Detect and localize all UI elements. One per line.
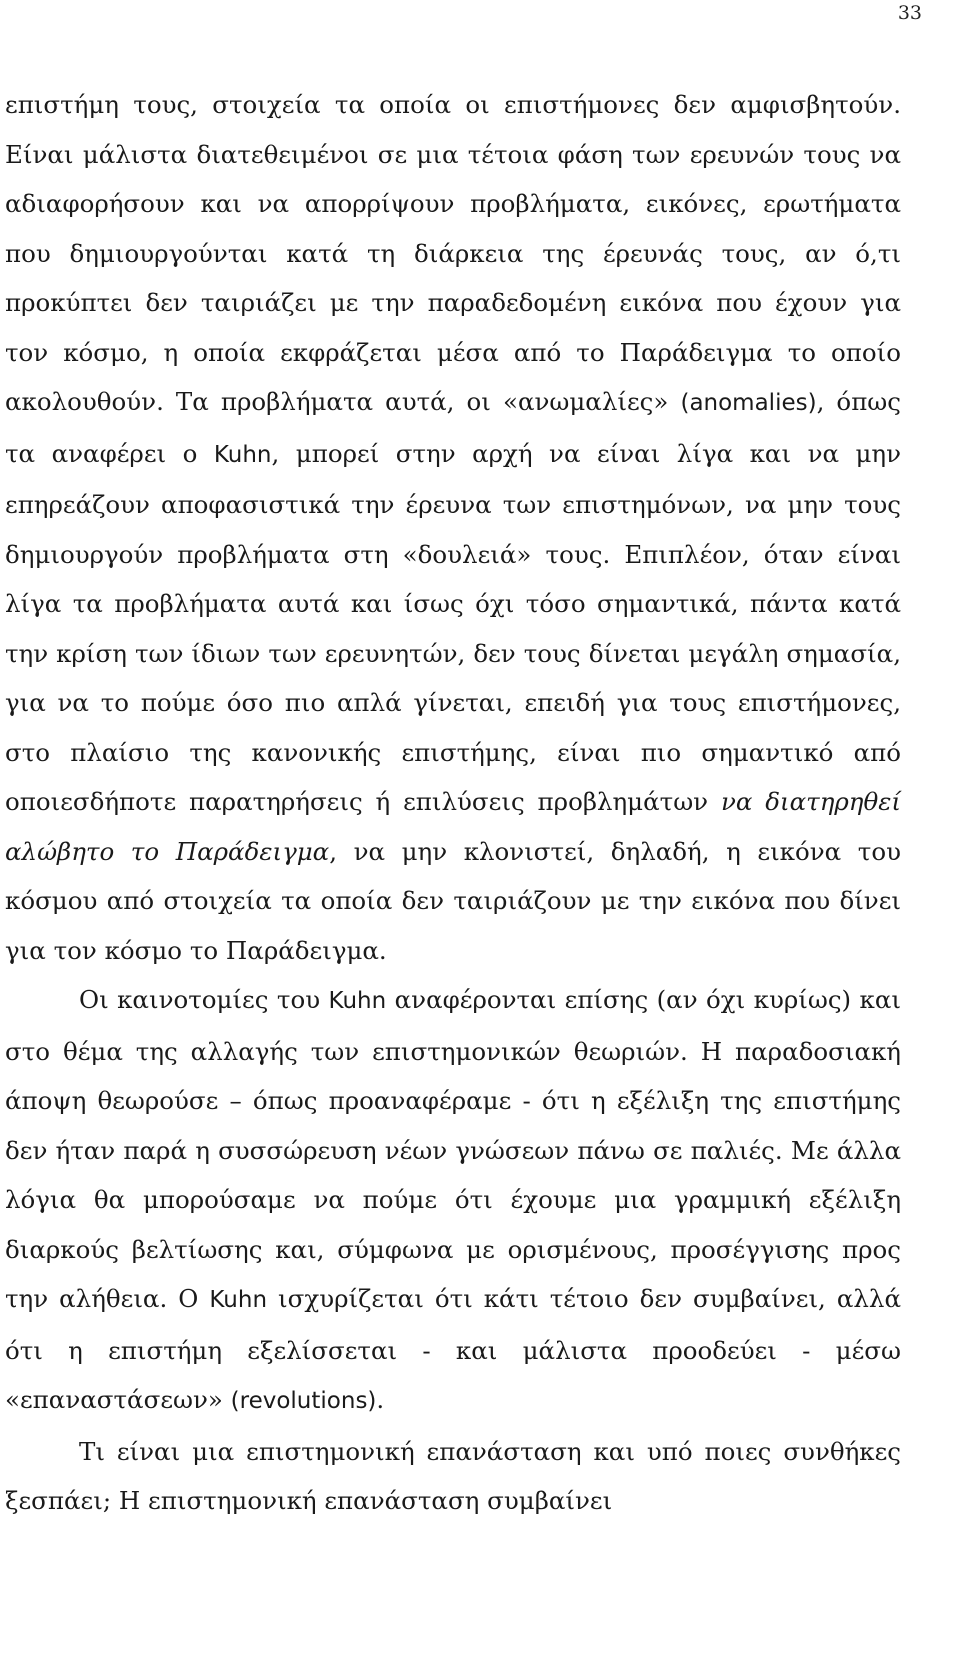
text-run: , όπως τα αναφέρει ο xyxy=(5,387,901,468)
text-run: , μπορεί στην αρχή να είναι λίγα και να μην επηρεάζουν αποφασιστικά την έρευνα των επιστημόνων, να μην τους δημιουργούν προβλήματα στη «δουλειά» τους. Επιπλέον, όταν είναι λίγα τα προβλήματα αυτά και ίσως όχι τόσο σημαντικά, πάντα κατά την κρίση των ίδιων των ερευνητών, δεν τους δίνεται μεγάλη σημασία, για να το πούμε όσο πιο απλά γίνεται, επειδή για τους επιστήμονες, στο πλαίσιο της κανονικής επιστήμης, είναι πιο σημαντικό από οποιεσδήποτε παρατηρήσεις ή επιλύσεις προβλημάτων xyxy=(5,438,901,816)
latin-term: (revolutions) xyxy=(230,1388,377,1414)
latin-term: Kuhn xyxy=(209,1287,268,1313)
body-text xyxy=(5,80,901,1526)
latin-term: (anomalies) xyxy=(680,390,817,416)
latin-term: Kuhn xyxy=(328,988,387,1014)
page-number: 33 xyxy=(897,2,922,24)
paragraph xyxy=(5,975,901,1427)
text-run: . xyxy=(376,1385,385,1414)
text-run: Τι είναι μια επιστημονική επανάσταση και υπό ποιες συνθήκες ξεσπάει; Η επιστημονική επανάσταση συμβαίνει xyxy=(5,1436,901,1515)
text-run: Οι καινοτομίες του xyxy=(79,985,329,1014)
italic-phrase: να διατηρηθεί αλώβητο το Παράδειγμα xyxy=(5,787,901,866)
text-run: ισχυρίζεται ότι κάτι τέτοιο δεν συμβαίνει, αλλά ότι η επιστήμη εξελίσσεται - και μάλιστα προοδεύει - μέσω «επαναστάσεων» xyxy=(5,1284,901,1414)
text-run: επιστήμη τους, στοιχεία τα οποία οι επιστήμονες δεν αμφισβητούν. Είναι μάλιστα διατεθειμένοι σε μια τέτοια φάση των ερευνών τους να αδιαφορήσουν και να απορρίψουν προβλήματα, εικόνες, ερωτήματα που δημιουργούνται κατά τη διάρκεια της έρευνάς τους, αν ό,τι προκύπτει δεν ταιριάζει με την παραδεδομένη εικόνα που έχουν για τον κόσμο, η οποία εκφράζεται μέσα από το Παράδειγμα το οποίο ακολουθούν. Τα προβλήματα αυτά, οι «ανωμαλίες» xyxy=(5,90,901,416)
text-run: αναφέρονται επίσης (αν όχι κυρίως) και στο θέμα της αλλαγής των επιστημονικών θεωριών. Η παραδοσιακή άποψη θεωρούσε – όπως προαναφέραμε - ότι η εξέλιξη της επιστήμης δεν ήταν παρά η συσσώρευση νέων γνώσεων πάνω σε παλιές. Με άλλα λόγια θα μπορούσαμε να πούμε ότι έχουμε μια γραμμική εξέλιξη διαρκούς βελτίωσης και, σύμφωνα με ορισμένους, προσέγγισης προς την αλήθεια. Ο xyxy=(5,985,901,1313)
paragraph xyxy=(5,1427,901,1526)
text-run: , να μην κλονιστεί, δηλαδή, η εικόνα του κόσμου από στοιχεία τα οποία δεν ταιριάζουν με την εικόνα που δίνει για τον κόσμο το Παράδειγμα. xyxy=(5,836,901,965)
paragraph xyxy=(5,80,901,975)
latin-term: Kuhn xyxy=(213,441,272,468)
